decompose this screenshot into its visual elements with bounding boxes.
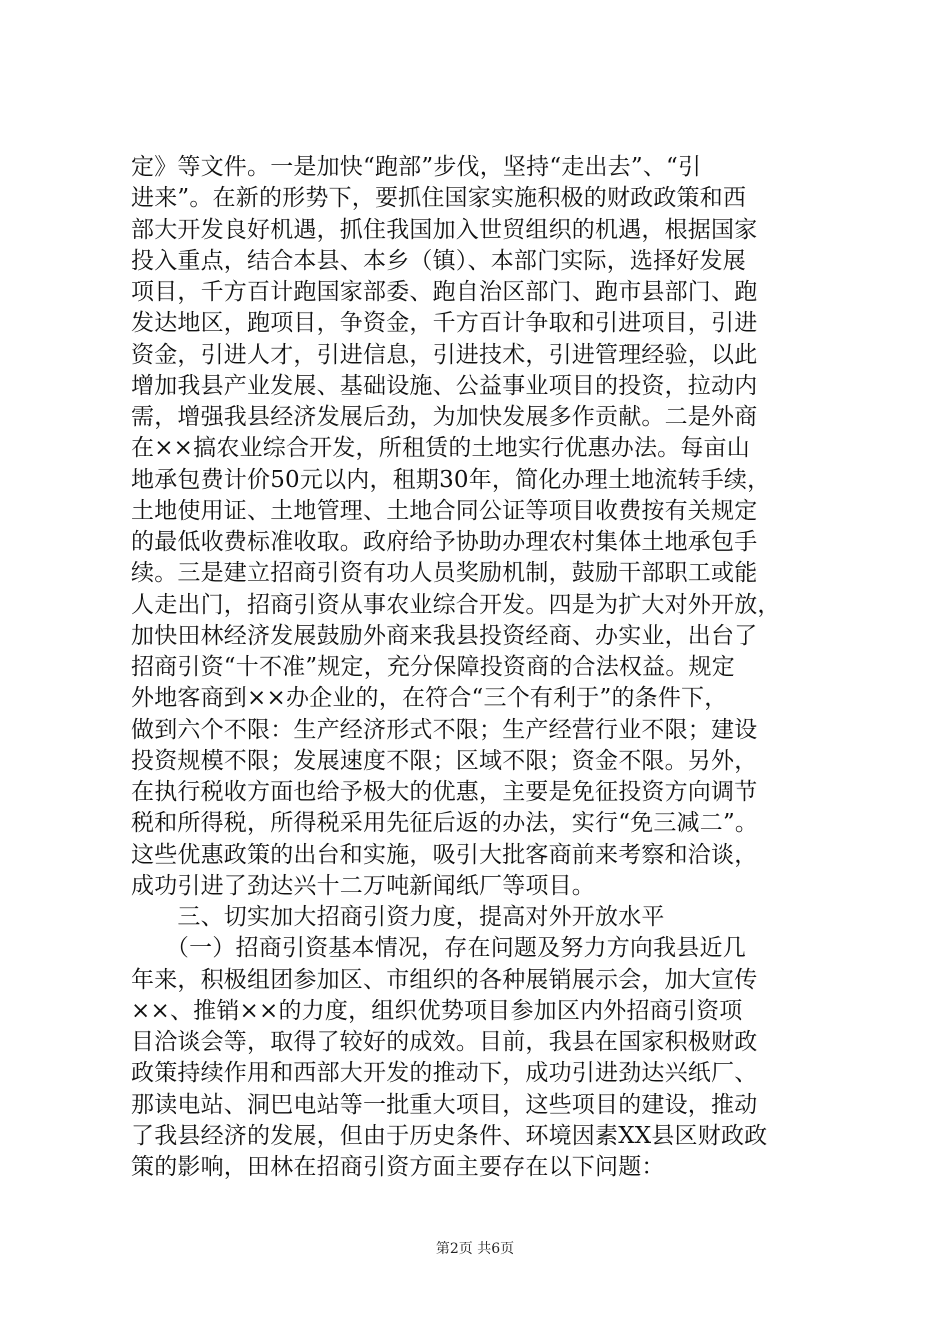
- text-line: 项目，千方百计跑国家部委、跑自治区部门、跑市县部门、跑: [131, 279, 758, 305]
- page-number-footer: 第2页 共6页: [435, 1241, 515, 1257]
- text-line: 部大开发良好机遇，抓住我国加入世贸组织的机遇，根据国家: [131, 216, 758, 243]
- text-line: （一）招商引资基本情况，存在问题及努力方向我县近几: [131, 935, 746, 962]
- text-line: 那读电站、洞巴电站等一批重大项目，这些项目的建设，推动: [131, 1091, 758, 1118]
- text-line: 投资规模不限；发展速度不限；区域不限；资金不限。另外，: [131, 747, 758, 774]
- text-line: 税和所得税，所得税采用先征后返的办法，实行“免三减二”。: [131, 810, 759, 837]
- text-line: 加快田林经济发展鼓励外商来我县投资经商、办实业，出台了: [131, 622, 758, 649]
- text-line: 外地客商到××办企业的，在符合“三个有利于”的条件下，: [131, 685, 728, 712]
- text-line: 在××搞农业综合开发，所租赁的土地实行优惠办法。每亩山: [131, 435, 750, 462]
- text-line: 了我县经济的发展，但由于历史条件、环境因素XX县区财政政: [131, 1122, 768, 1149]
- text-line: ××、推销××的力度，组织优势项目参加区内外招商引资项: [131, 997, 743, 1024]
- text-line: 定》等文件。一是加快“跑部”步伐，坚持“走出去”、“引: [131, 154, 702, 180]
- text-line: 续。三是建立招商引资有功人员奖励机制，鼓励干部职工或能: [131, 560, 758, 587]
- text-line: 年来，积极组团参加区、市组织的各种展销展示会，加大宣传: [131, 966, 758, 993]
- text-line: 成功引进了劲达兴十二万吨新闻纸厂等项目。: [131, 872, 595, 899]
- text-line: 的最低收费标准收取。政府给予协助办理农村集体土地承包手: [131, 529, 758, 555]
- text-line: 招商引资“十不准”规定，充分保障投资商的合法权益。规定: [131, 654, 735, 680]
- text-line: 资金，引进人才，引进信息，引进技术，引进管理经验，以此: [131, 341, 758, 368]
- text-line: 这些优惠政策的出台和实施，吸引大批客商前来考察和洽谈，: [131, 841, 758, 868]
- text-line: 投入重点，结合本县、本乡（镇）、本部门实际，选择好发展: [131, 247, 746, 274]
- text-line: 在执行税收方面也给予极大的优惠，主要是免征投资方向调节: [131, 779, 758, 805]
- text-line: 政策持续作用和西部大开发的推动下，成功引进劲达兴纸厂、: [131, 1060, 758, 1087]
- text-line: 进来”。在新的形势下，要抓住国家实施积极的财政政策和西: [131, 185, 747, 212]
- section-heading: 三、切实加大招商引资力度，提高对外开放水平: [131, 904, 665, 930]
- text-line: 发达地区，跑项目，争资金，千方百计争取和引进项目，引进: [131, 310, 758, 337]
- text-line: 做到六个不限：生产经济形式不限；生产经营行业不限；建设: [131, 716, 758, 743]
- text-line: 需，增强我县经济发展后劲，为加快发展多作贡献。二是外商: [131, 404, 758, 430]
- text-line: 土地使用证、土地管理、土地合同公证等项目收费按有关规定: [131, 497, 758, 524]
- text-line: 人走出门，招商引资从事农业综合开发。四是为扩大对外开放，: [131, 591, 781, 618]
- text-line: 目洽谈会等，取得了较好的成效。目前，我县在国家积极财政: [131, 1029, 758, 1055]
- text-line: 地承包费计价50元以内，租期30年，简化办理土地流转手续，: [131, 466, 771, 493]
- text-line: 策的影响，田林在招商引资方面主要存在以下问题：: [131, 1154, 665, 1180]
- text-line: 增加我县产业发展、基础设施、公益事业项目的投资，拉动内: [131, 372, 758, 399]
- body-text: [131, 152, 831, 1183]
